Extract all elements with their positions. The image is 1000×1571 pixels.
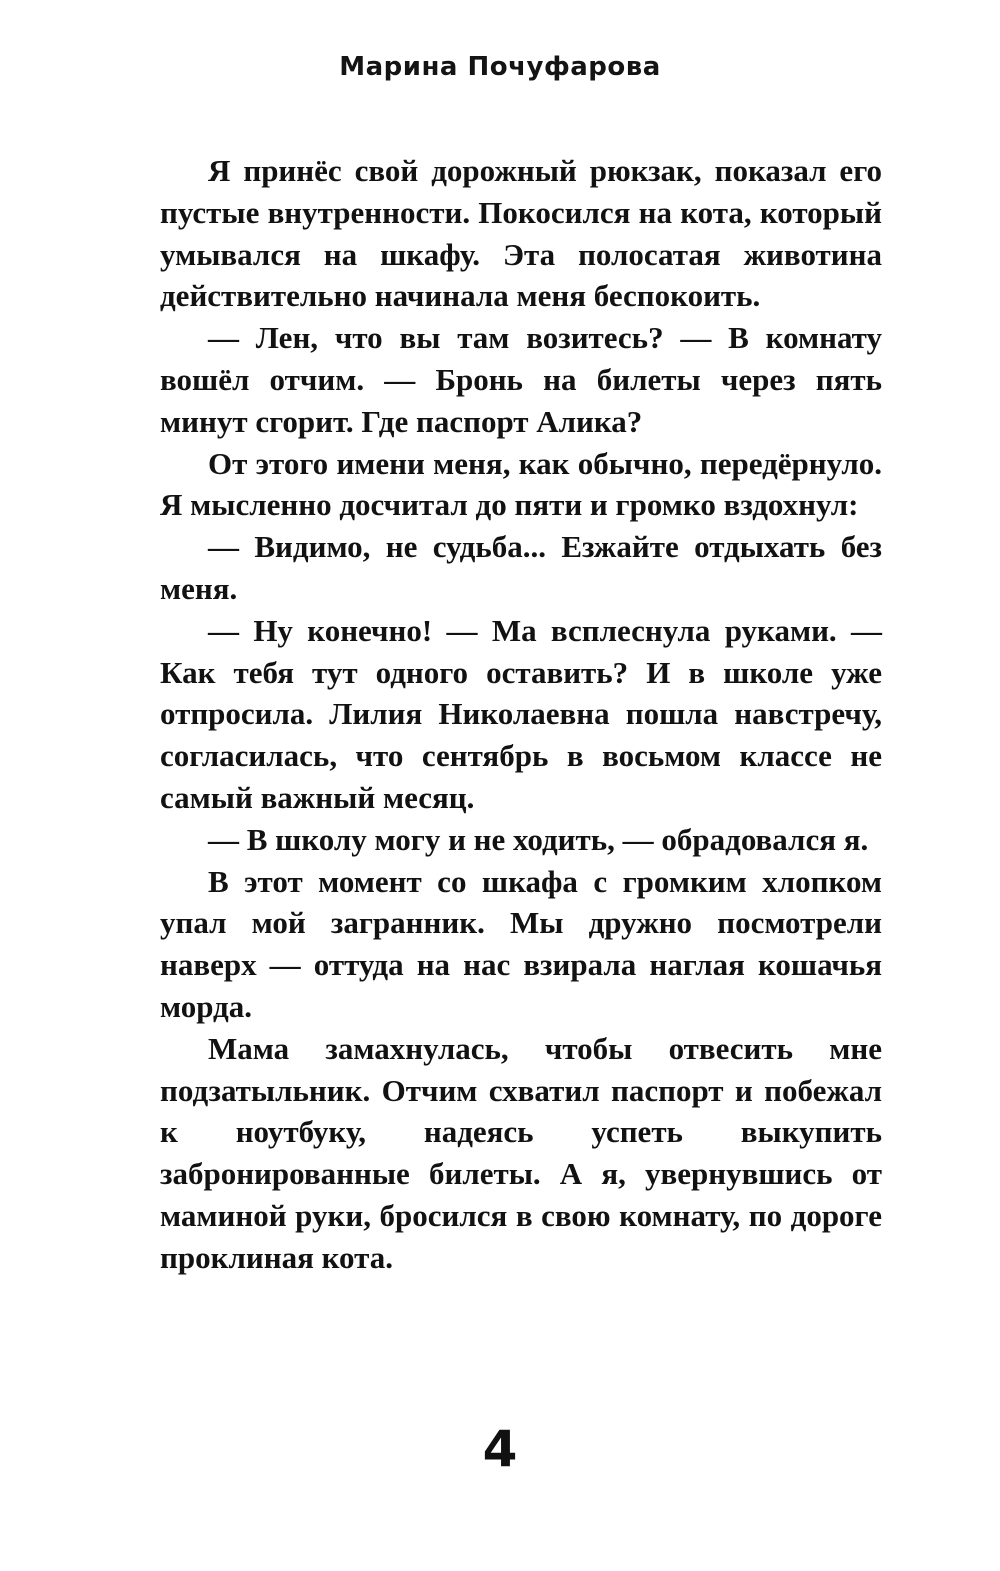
page-body	[160, 150, 882, 1279]
paragraph: — Лен, что вы там возитесь? — В комнату вошёл отчим. — Бронь на билеты через пять минут сгорит. Где паспорт Алика?	[160, 320, 882, 439]
paragraph: — В школу могу и не ходить, — обрадовался я.	[208, 821, 869, 857]
paragraph: В этот момент со шкафа с громким хлопком упал мой загранник. Мы дружно посмотрели наверх — оттуда на нас взирала наглая кошачья морда.	[160, 863, 882, 1024]
page-number: 4	[482, 1420, 518, 1478]
paragraph: От этого имени меня, как обычно, передёрнуло. Я мысленно досчитал до пяти и громко вздохнул:	[160, 445, 882, 523]
paragraph: Мама замахнулась, чтобы отвесить мне подзатыльник. Отчим схватил паспорт и побежал к ноутбуку, надеясь успеть выкупить забронированные билеты. А я, увернувшись от маминой руки, бросился в свою комнату, по дороге проклиная кота.	[160, 1030, 882, 1275]
paragraph: Я принёс свой дорожный рюкзак, показал его пустые внутренности. Покосился на кота, который умывался на шкафу. Эта полосатая животина действительно начинала меня беспокоить.	[160, 153, 882, 314]
paragraph: — Видимо, не судьба... Езжайте отдыхать без меня.	[160, 529, 882, 606]
paragraph: — Ну конечно! — Ма всплеснула руками. — Как тебя тут одного оставить? И в школе уже отпросила. Лилия Николаевна пошла навстречу, согласилась, что сентябрь в восьмом классе не самый важный месяц.	[160, 612, 882, 815]
running-header-author: Марина Почуфарова	[339, 52, 661, 82]
